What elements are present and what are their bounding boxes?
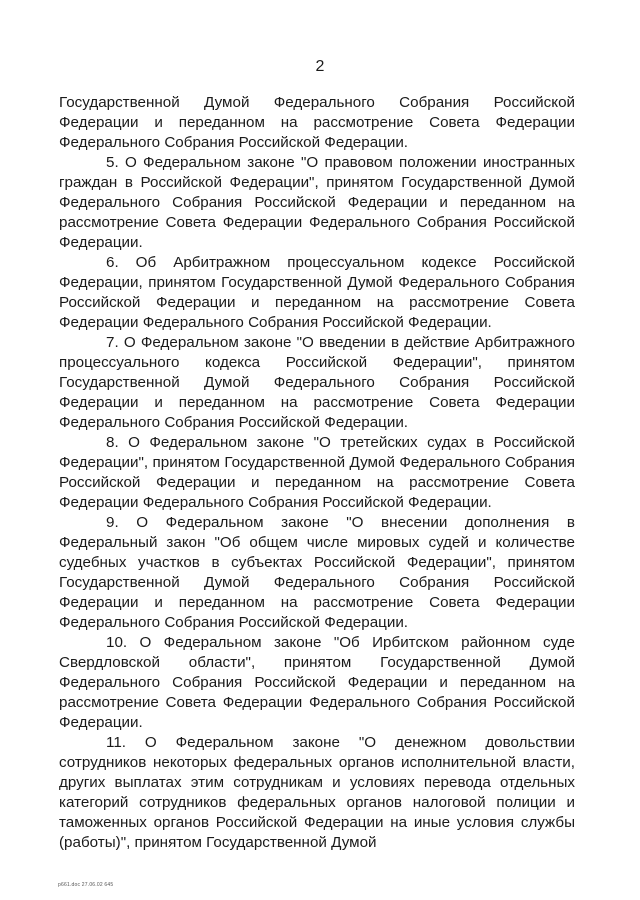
file-footer: p661.doc 27.06.02 645 [58, 882, 114, 888]
agenda-item-6: 6. Об Арбитражном процессуальном кодексе Российской Федерации, принятом Государственной Думой Федерального Собрания Российской Федерации и переданном на рассмотрение Совета Федерации Федерального Собрания Российской Федерации. [59, 254, 575, 331]
paragraph-continuation: Государственной Думой Федерального Собрания Российской Федерации и переданном на рассмотрение Совета Федерации Федерального Собрания Российской Федерации. [59, 94, 575, 151]
agenda-item-5: 5. О Федеральном законе "О правовом положении иностранных граждан в Российской Федерации", принятом Государственной Думой Федерального Собрания Российской Федерации и переданном на рассмотрение Совета Федерации Федерального Собрания Российской Федерации. [59, 154, 575, 251]
page-number: 2 [315, 58, 325, 75]
agenda-item-7: 7. О Федеральном законе "О введении в действие Арбитражного процессуального кодекса Российской Федерации", принятом Государственной Думой Федерального Собрания Российской Федерации и переданном на рассмотрение Совета Федерации Федерального Собрания Российской Федерации. [59, 334, 575, 431]
agenda-item-9: 9. О Федеральном законе "О внесении дополнения в Федеральный закон "Об общем числе мировых судей и количестве судебных участков в субъектах Российской Федерации", принятом Государственной Думой Федерального Собрания Российской Федерации и переданном на рассмотрение Совета Федерации Федерального Собрания Российской Федерации. [59, 514, 575, 631]
agenda-item-10: 10. О Федеральном законе "Об Ирбитском районном суде Свердловской области", принятом Государственной Думой Федерального Собрания Российской Федерации и переданном на рассмотрение Совета Федерации Федерального Собрания Российской Федерации. [59, 634, 575, 731]
agenda-item-11: 11. О Федеральном законе "О денежном довольствии сотрудников некоторых федеральных органов исполнительной власти, других выплатах этим сотрудникам и условиях перевода отдельных категорий сотрудников федеральных органов налоговой полиции и таможенных органов Российской Федерации на иные условия службы (работы)", принятом Государственной Думой [59, 734, 575, 851]
agenda-item-8: 8. О Федеральном законе "О третейских судах в Российской Федерации", принятом Государственной Думой Федерального Собрания Российской Федерации и переданном на рассмотрение Совета Федерации Федерального Собрания Российской Федерации. [59, 434, 575, 511]
document-body [59, 93, 575, 853]
